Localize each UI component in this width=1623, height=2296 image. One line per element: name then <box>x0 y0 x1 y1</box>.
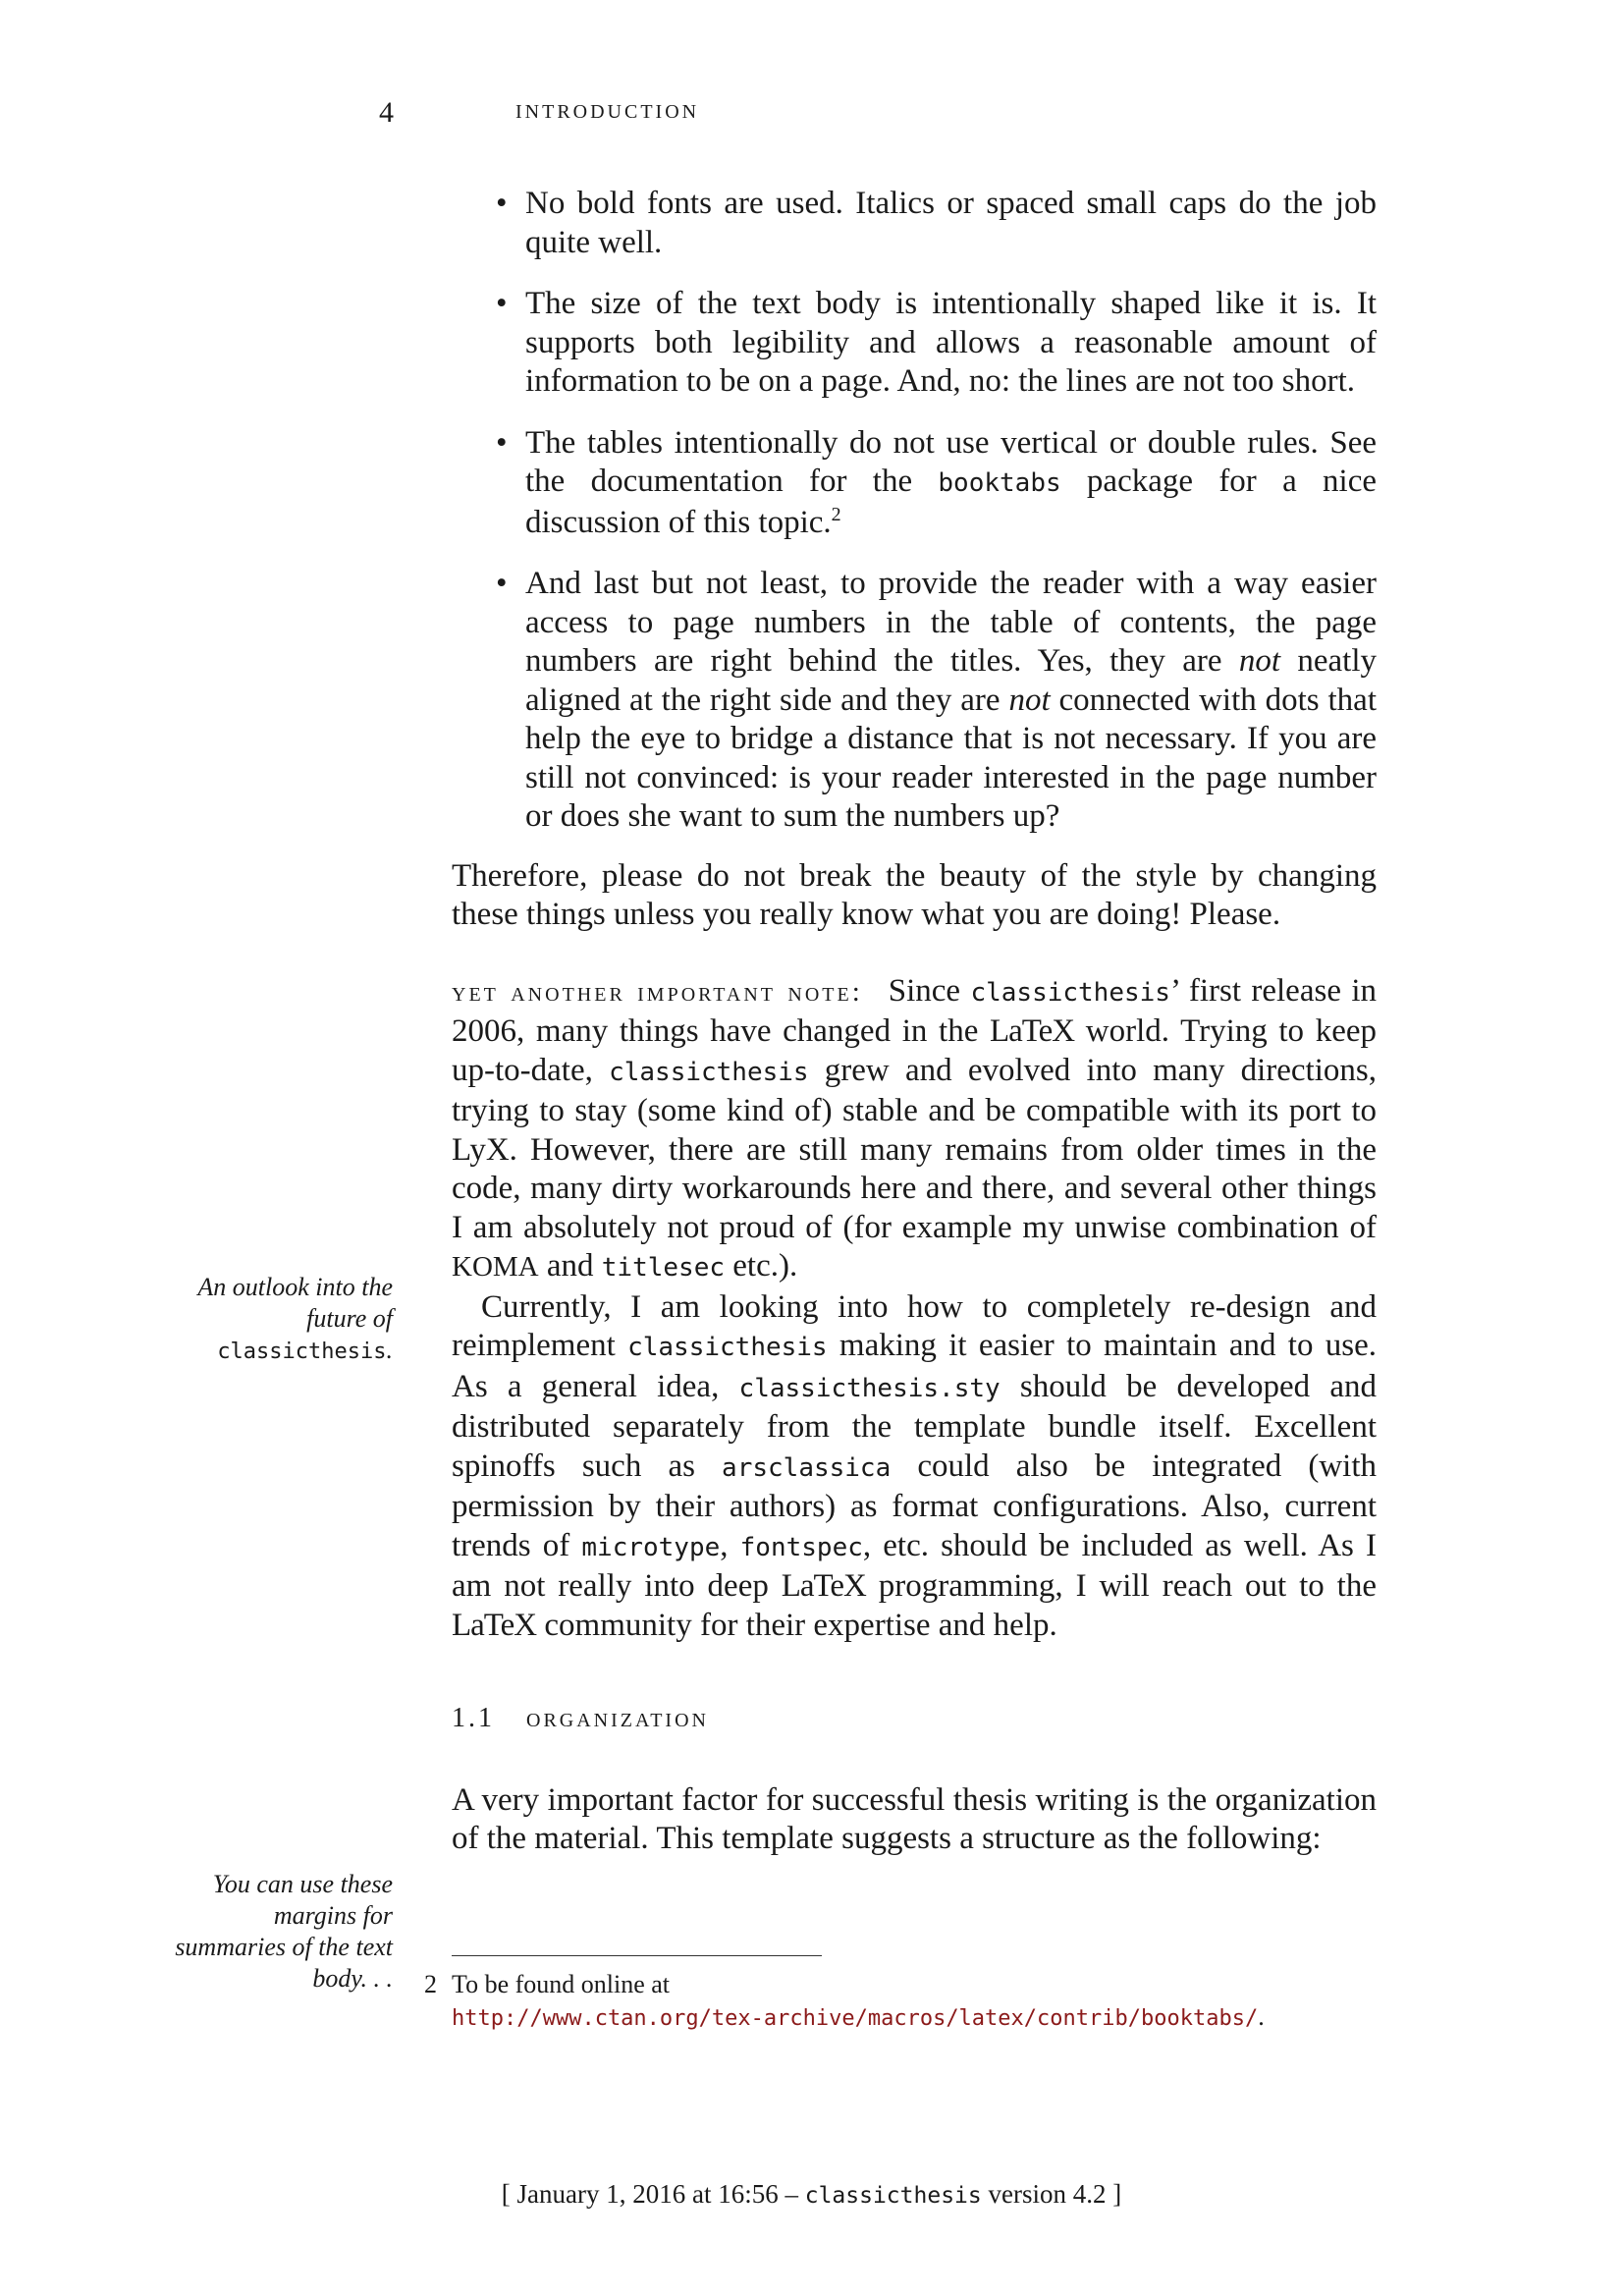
list-item: • No bold fonts are used. Italics or spaced small caps do the job quite well. <box>525 185 1377 262</box>
list-item: • The size of the text body is intentionally shaped like it is. It supports both legibility and allows a reasonable amount of information to be on a page. And, no: the lines are not too short. <box>525 285 1377 402</box>
section-title: organization <box>526 1703 709 1733</box>
latex-logo: LaTeX <box>781 1568 866 1604</box>
paragraph: Currently, I am looking into how to completely re-design and reimplement classicthesis making it easier to maintain and to use. As a general idea, classicthesis.sty should be developed and distributed separately from the template bundle itself. Excellent spinoffs such as arsclassica could also be integrated (with permission by their authors) as format configurations. Also, current trends of microtype, fontspec, etc. should be included as well. As I am not really into deep LaTeX programming, I will reach out to the LaTeX community for their expertise and help. <box>452 1288 1378 1643</box>
footnote-marker[interactable]: 2 <box>831 503 841 525</box>
footnote-rule <box>452 1955 822 1956</box>
page-number: 4 <box>379 96 394 129</box>
footnote: 2 To be found online at http://www.ctan.org/tex-archive/macros/latex/contrib/booktabs/. <box>424 1970 1265 2031</box>
paragraph: yet another important note: Since classicthesis’ first release in 2006, many things have changed in the LaTeX world. Trying to keep up-to-date, classicthesis grew and evolved into many directions, trying to stay (some kind of) stable and be compatible with its port to LyX. However, there are still many remains from older times in the code, many dirty workarounds here and there, and several other things I am absolutely not proud of (for example my unwise combination of KOMA and titlesec etc.). <box>452 972 1377 1284</box>
paragraph: A very important factor for successful thesis writing is the organization of the material. This template suggests a structure as the following: <box>452 1781 1377 1856</box>
main-text <box>452 185 1377 1859</box>
section-number: 1.1 <box>452 1703 495 1733</box>
latex-logo: LaTeX <box>452 1607 537 1643</box>
footnote-number: 2 <box>424 1970 437 1998</box>
margin-note: You can use these margins for summaries of the text body. . . <box>175 1870 393 1993</box>
page-footer: [ January 1, 2016 at 16:56 – classicthesis version 4.2 ] <box>501 2179 1122 2209</box>
list-item: • And last but not least, to provide the reader with a way easier access to page numbers in the table of contents, the page numbers are right behind the titles. Yes, they are not neatly aligned at the right side and they are not connected with dots that help the eye to bridge a distance that is not necessary. If you are still not convinced: is your reader interested in the page number or does she want to sum the numbers up? <box>525 565 1377 837</box>
section-heading <box>452 1699 1377 1738</box>
list-item: • The tables intentionally do not use vertical or double rules. See the documentation for the booktabs package for a nice discussion of this topic.$^2$ <box>525 424 1377 543</box>
footnote-link[interactable]: http://www.ctan.org/tex-archive/macros/latex/contrib/booktabs/ <box>452 2006 1259 2031</box>
inline-code: booktabs <box>938 468 1061 498</box>
latex-logo: LaTeX <box>990 1013 1075 1049</box>
margin-note: An outlook into the future of classicthesis. <box>197 1273 393 1364</box>
paragraph: Therefore, please do not break the beauty of the style by changing these things unless you really know what you are doing! Please. <box>452 857 1377 932</box>
bullet-list <box>452 185 1377 837</box>
paragraph-lead: yet another important note: <box>452 975 863 1008</box>
lyx-logo: LyX <box>452 1131 510 1168</box>
running-head: introduction <box>515 94 700 125</box>
